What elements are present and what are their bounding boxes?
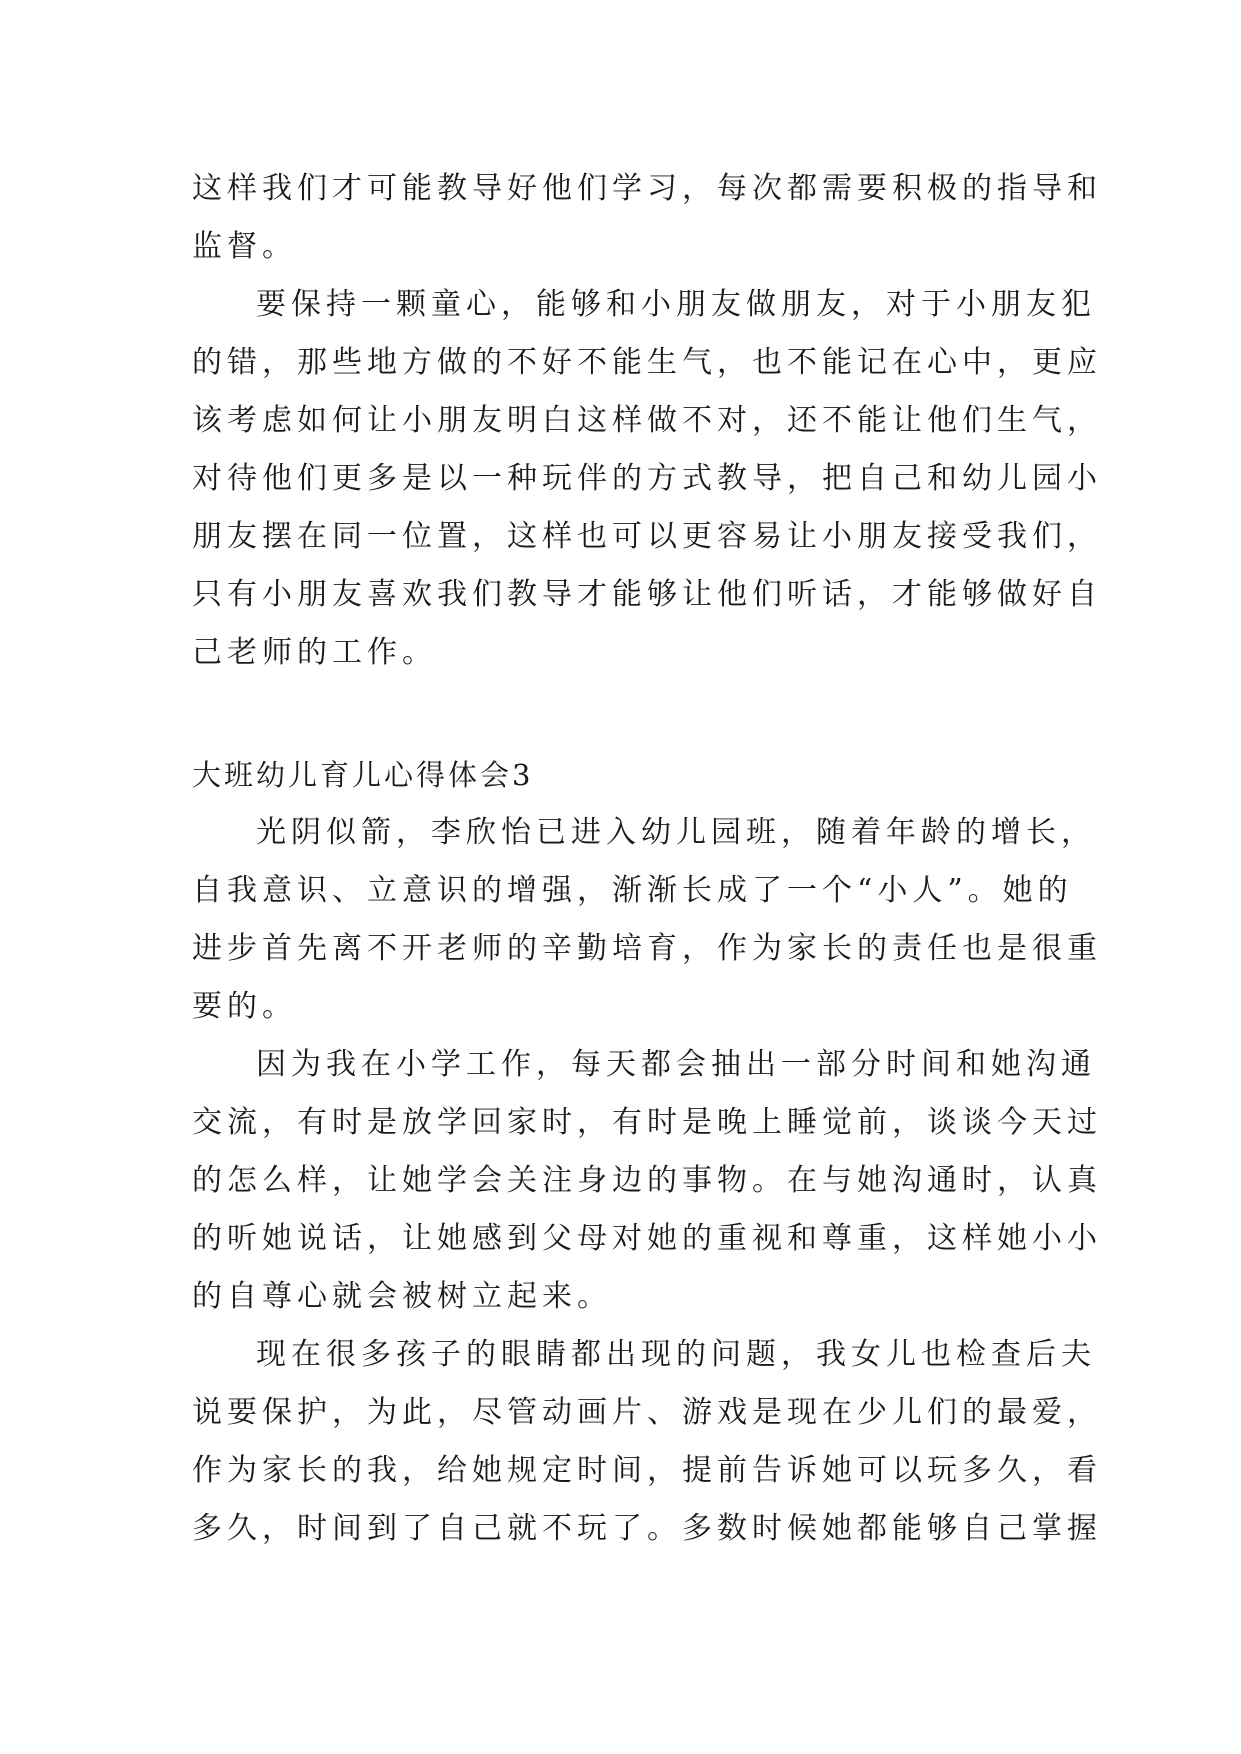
text-line: 因为我在小学工作，每天都会抽出一部分时间和她沟通	[256, 1047, 1096, 1082]
document-page	[192, 160, 1102, 1558]
text-line: 的错，那些地方做的不好不能生气，也不能记在心中，更应	[192, 345, 1102, 380]
text-line: 光阴似箭，李欣怡已进入幼儿园班，随着年龄的增长，	[256, 815, 1096, 850]
section-heading: 大班幼儿育儿心得体会3	[192, 758, 534, 792]
paragraph	[192, 1036, 1102, 1326]
paragraph	[192, 160, 1102, 276]
text-line: 说要保护，为此，尽管动画片、游戏是现在少儿们的最爱，	[192, 1395, 1102, 1430]
text-line: 该考虑如何让小朋友明白这样做不对，还不能让他们生气，	[192, 403, 1102, 438]
text-line: 只有小朋友喜欢我们教导才能够让他们听话，才能够做好自	[192, 577, 1102, 612]
text-line: 的自尊心就会被树立起来。	[192, 1279, 612, 1314]
text-line: 对待他们更多是以一种玩伴的方式教导，把自己和幼儿园小	[192, 461, 1102, 496]
text-line: 作为家长的我，给她规定时间，提前告诉她可以玩多久，看	[192, 1453, 1102, 1488]
paragraph	[192, 1326, 1102, 1558]
text-line: 交流，有时是放学回家时，有时是晚上睡觉前，谈谈今天过	[192, 1105, 1102, 1140]
text-line: 要保持一颗童心，能够和小朋友做朋友，对于小朋友犯	[256, 287, 1096, 322]
text-line: 进步首先离不开老师的辛勤培育，作为家长的责任也是很重	[192, 931, 1102, 966]
text-line: 多久，时间到了自己就不玩了。多数时候她都能够自己掌握	[192, 1511, 1102, 1546]
paragraph	[192, 804, 1102, 1036]
paragraph	[192, 276, 1102, 682]
text-line: 的听她说话，让她感到父母对她的重视和尊重，这样她小小	[192, 1221, 1102, 1256]
text-line: 自我意识、立意识的增强，渐渐长成了一个“小人”。她的	[192, 873, 1073, 908]
text-line: 现在很多孩子的眼睛都出现的问题，我女儿也检查后夫	[256, 1337, 1096, 1372]
text-line: 朋友摆在同一位置，这样也可以更容易让小朋友接受我们，	[192, 519, 1102, 554]
text-line: 己老师的工作。	[192, 635, 437, 670]
text-line: 要的。	[192, 989, 297, 1024]
text-line: 这样我们才可能教导好他们学习，每次都需要积极的指导和	[192, 171, 1102, 206]
text-line: 的怎么样，让她学会关注身边的事物。在与她沟通时，认真	[192, 1163, 1102, 1198]
text-line: 监督。	[192, 229, 297, 264]
